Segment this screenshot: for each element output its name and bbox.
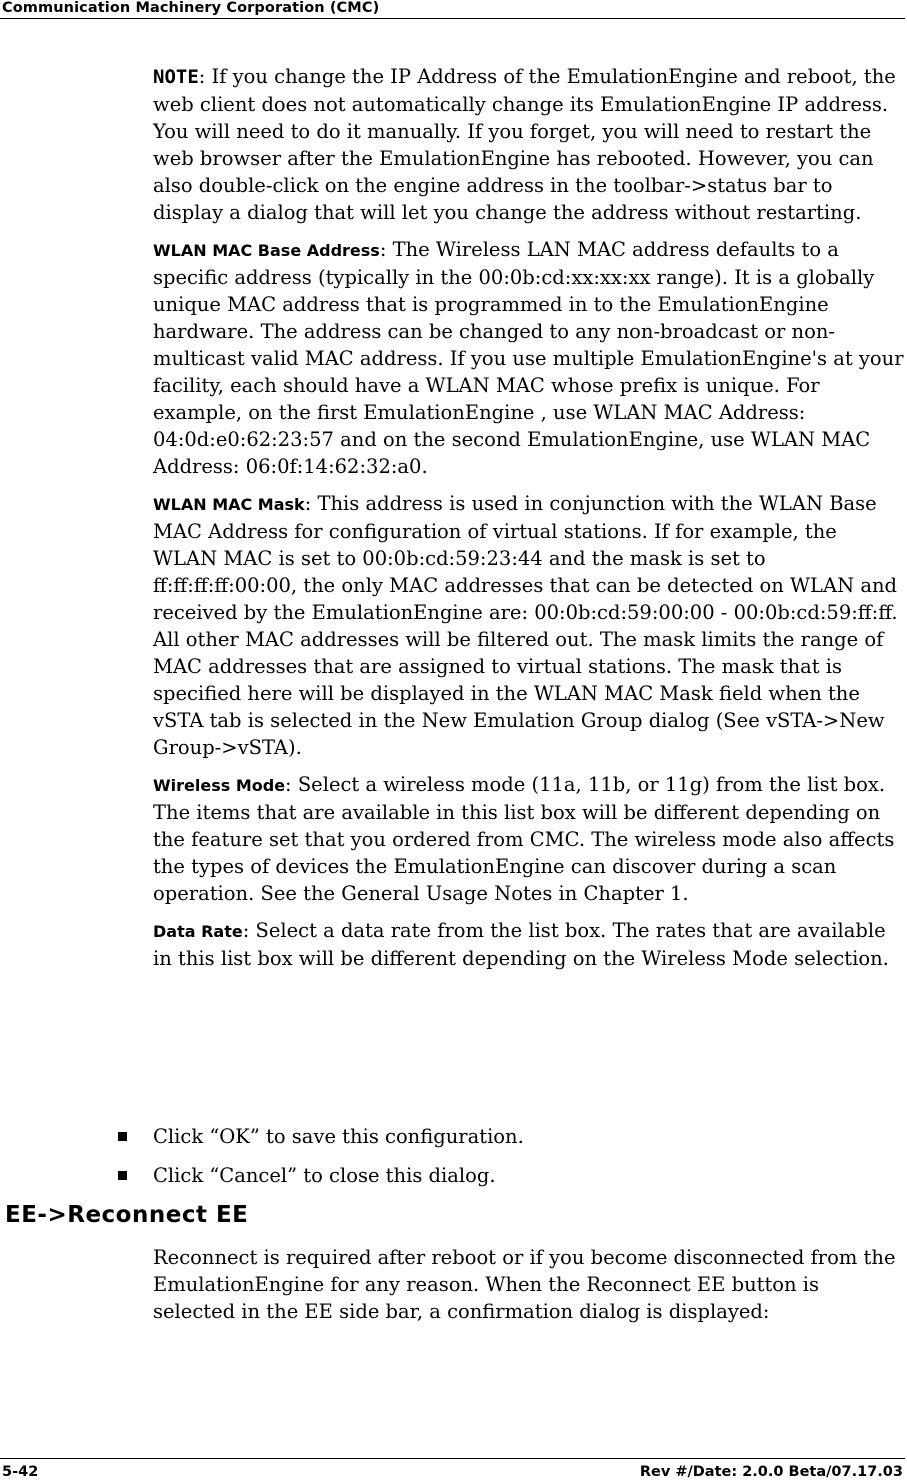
definitions-body [153,63,905,982]
wlan-base-text: : The Wireless LAN MAC address defaults to a specific address (typically in the 00:0b:cd:xx:xx:xx range). It is a globally unique MAC address that is programmed in to the EmulationEngine hardware. The address can be changed to any non-broadcast or non-multicast valid MAC address. If you use multiple EmulationEngine's at your facility, each should have a WLAN MAC whose prefix is unique. For example, on the first EmulationEngine , use WLAN MAC Address: 04:0d:e0:62:23:57 and on the second EmulationEngine, use WLAN MAC Address: 06:0f:14:62:32:a0. [153,238,904,478]
list-item [118,1162,524,1189]
data-rate-text: : Select a data rate from the list box. The rates that are available in this list box will be different depending on the Wireless Mode selection. [153,919,889,970]
bullet-list [118,1123,524,1201]
data-rate-paragraph [153,917,905,972]
wireless-mode-text: : Select a wireless mode (11a, 11b, or 11g) from the list box. The items that are available in this list box will be different depending on the feature set that you ordered from CMC. The wireless mode also affects the types of devices the EmulationEngine can discover during a scan operation. See the General Usage Notes in Chapter 1. [153,773,895,905]
note-text: : If you change the IP Address of the EmulationEngine and reboot, the web client does not automatically change its EmulationEngine IP address. You will need to do it manually. If you forget, you will need to restart the web browser after the EmulationEngine has rebooted. However, you can also double-click on the engine address in the toolbar->status bar to display a dialog that will let you change the address without restarting. [153,65,896,224]
square-bullet-icon [118,1132,127,1141]
footer-divider [0,1458,905,1459]
bullet-text: Click “OK” to save this configuration. [153,1125,524,1148]
wlan-mask-paragraph [153,490,905,761]
page-header-title: Communication Machinery Corporation (CMC) [2,0,380,16]
data-rate-term: Data Rate [153,922,243,941]
wlan-base-term: WLAN MAC Base Address [153,241,380,260]
wlan-base-paragraph [153,236,905,480]
note-term: NOTE [153,66,199,88]
wlan-mask-term: WLAN MAC Mask [153,495,305,514]
wireless-mode-term: Wireless Mode [153,776,286,795]
section-body [153,1244,905,1325]
list-item [118,1123,524,1150]
section-paragraph: Reconnect is required after reboot or if you become disconnected from the EmulationEngine for any reason. When the Reconnect EE button is selected in the EE side bar, a confirmation dialog is displayed: [153,1246,896,1323]
bullet-text: Click “Cancel” to close this dialog. [153,1164,496,1187]
wlan-mask-text: : This address is used in conjunction with the WLAN Base MAC Address for configuration of virtual stations. If for example, the WLAN MAC is set to 00:0b:cd:59:23:44 and the mask is set to ff:ff:ff:ff:00:00, the only MAC addresses that can be detected on WLAN and received by the EmulationEngine are: 00:0b:cd:59:00:00 - 00:0b:cd:59:ff:ff. All other MAC addresses will be filtered out. The mask limits the range of MAC addresses that are assigned to virtual stations. The mask that is specified here will be displayed in the WLAN MAC Mask field when the vSTA tab is selected in the New Emulation Group dialog (See vSTA->New Group->vSTA). [153,492,898,759]
wireless-mode-paragraph [153,771,905,907]
section-heading: EE->Reconnect EE [5,1202,249,1228]
note-paragraph [153,63,905,226]
header-divider [0,18,905,19]
revision-date: Rev #/Date: 2.0.0 Beta/07.17.03 [639,1464,903,1480]
square-bullet-icon [118,1171,127,1180]
page-number: 5-42 [2,1464,39,1480]
